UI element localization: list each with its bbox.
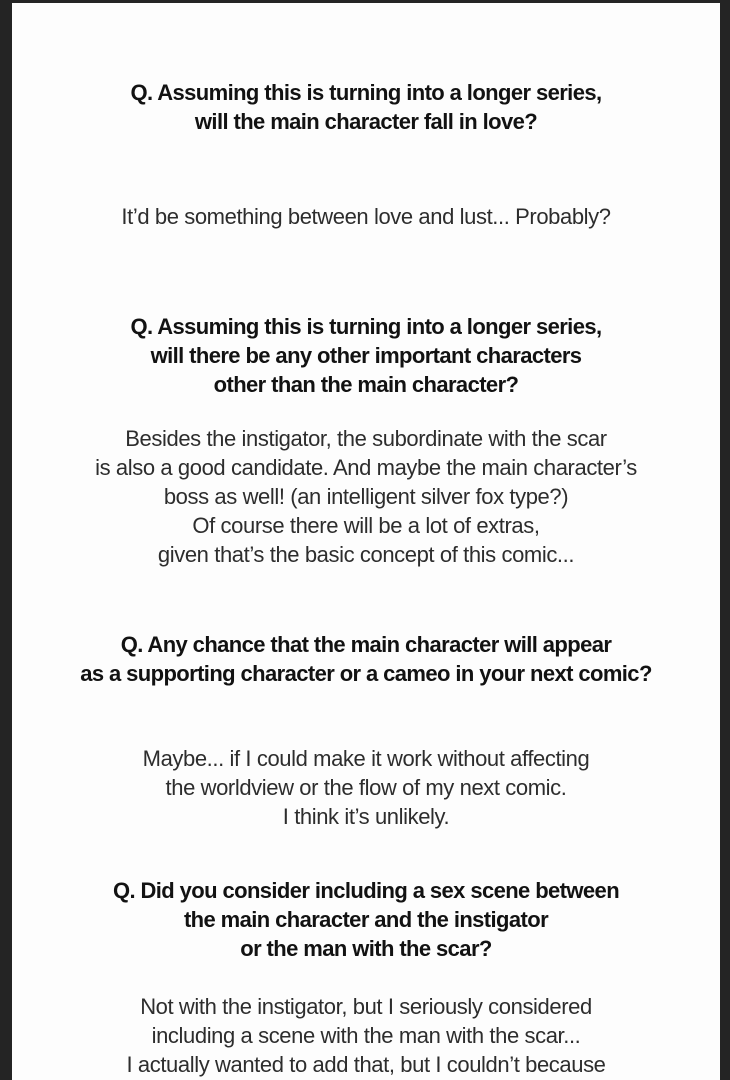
answer-4-line-2: including a scene with the man with the scar... (151, 1023, 581, 1048)
answer-4 (12, 992, 720, 1079)
question-3-line-2: as a supporting character or a cameo in your next comic? (80, 661, 652, 686)
question-2 (12, 312, 720, 399)
answer-3-line-3: I think it’s unlikely. (282, 804, 450, 829)
top-edge-bar (0, 0, 730, 3)
answer-2-line-4: Of course there will be a lot of extras, (192, 513, 540, 538)
right-edge-bar (720, 0, 730, 1080)
answer-3-line-1: Maybe... if I could make it work without affecting (142, 746, 590, 771)
question-1 (12, 78, 720, 136)
question-4-line-2: the main character and the instigator (183, 907, 549, 932)
question-4-line-3: or the man with the scar? (240, 936, 492, 961)
question-4-line-1: Q. Did you consider including a sex scene between (112, 878, 620, 903)
question-3 (12, 630, 720, 688)
answer-2-line-1: Besides the instigator, the subordinate with the scar (125, 426, 607, 451)
question-1-line-1: Q. Assuming this is turning into a longer series, (130, 80, 602, 105)
answer-1-line-1: It’d be something between love and lust... Probably? (121, 204, 611, 229)
qa-page (12, 0, 720, 1080)
answer-2 (12, 424, 720, 569)
question-2-line-1: Q. Assuming this is turning into a longer series, (130, 314, 602, 339)
question-2-line-3: other than the main character? (213, 372, 519, 397)
question-1-line-2: will the main character fall in love? (194, 109, 538, 134)
answer-4-line-3: I actually wanted to add that, but I couldn’t because (126, 1052, 606, 1077)
question-2-line-2: will there be any other important characters (150, 343, 582, 368)
question-4 (12, 876, 720, 963)
answer-3-line-2: the worldview or the flow of my next comic. (165, 775, 567, 800)
answer-2-line-5: given that’s the basic concept of this comic... (157, 542, 575, 567)
left-edge-bar (0, 0, 12, 1080)
answer-3 (12, 744, 720, 831)
answer-2-line-3: boss as well! (an intelligent silver fox type?) (163, 484, 569, 509)
answer-4-line-1: Not with the instigator, but I seriously considered (140, 994, 592, 1019)
answer-2-line-2: is also a good candidate. And maybe the main character’s (95, 455, 637, 480)
question-3-line-1: Q. Any chance that the main character will appear (120, 632, 612, 657)
answer-1 (12, 202, 720, 231)
